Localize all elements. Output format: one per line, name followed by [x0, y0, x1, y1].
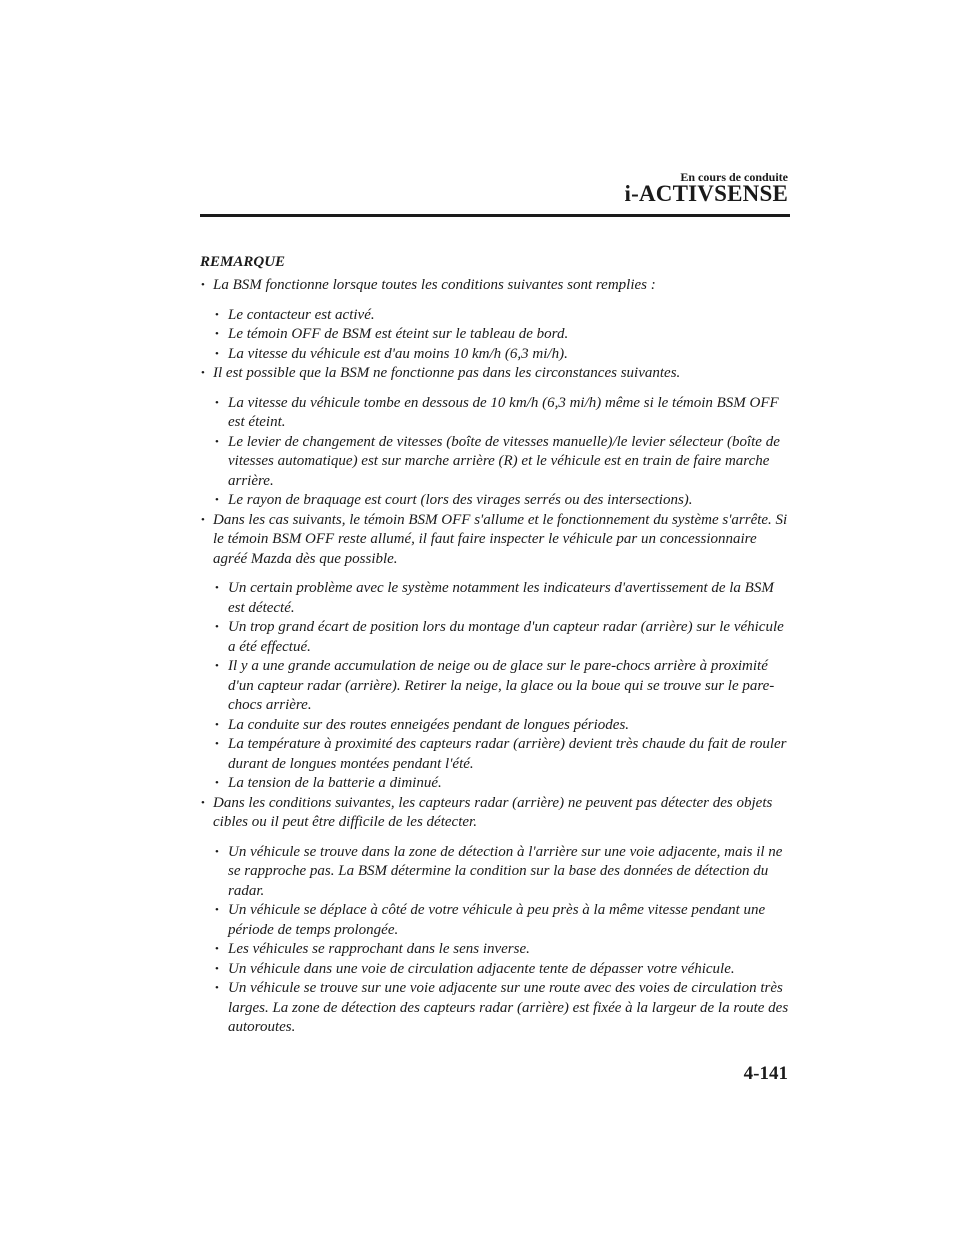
note-item-text: Dans les cas suivants, le témoin BSM OFF s'allume et le fonctionnement du système s'arrête. Si le témoin BSM OFF reste allumé, il faut faire inspecter le véhicule par un concessionnaire agréé Mazda dès que possible.: [213, 511, 788, 567]
bullet-icon: •: [215, 582, 219, 594]
note-item: [200, 794, 790, 833]
note-subitem: [200, 774, 790, 794]
note-item-text: Il est possible que la BSM ne fonctionne pas dans les circonstances suivantes.: [213, 365, 681, 381]
note-subitem: [200, 843, 790, 902]
note-subitem: [200, 979, 790, 1038]
note-subitem: [200, 618, 790, 657]
bullet-icon: •: [215, 396, 219, 409]
note-item-text: Les véhicules se rapprochant dans le sens inverse.: [228, 941, 530, 957]
note-subitem: [200, 716, 790, 736]
bullet-icon: •: [215, 904, 219, 916]
note-item-text: La vitesse du véhicule tombe en dessous de 10 km/h (6,3 mi/h) même si le témoin BSM OFF est éteint.: [228, 394, 779, 430]
bullet-icon: •: [215, 308, 219, 321]
note-item-text: La conduite sur des routes enneigées pendant de longues périodes.: [228, 716, 630, 733]
bullet-icon: •: [201, 367, 205, 379]
bullet-icon: •: [215, 494, 219, 506]
note-subitem: [200, 657, 790, 716]
note-item: [200, 364, 790, 384]
note-item-text: La température à proximité des capteurs radar (arrière) devient très chaude du fait de rouler durant de longues montées pendant l'été.: [228, 736, 787, 772]
note-item-text: Un véhicule se déplace à côté de votre véhicule à peu près à la même vitesse pendant une période de temps prolongée.: [228, 902, 766, 938]
header-divider: [200, 214, 790, 217]
bullet-icon: •: [215, 621, 219, 633]
bullet-icon: •: [215, 982, 219, 994]
note-item-text: La tension de la batterie a diminué.: [228, 775, 442, 791]
bullet-icon: •: [201, 513, 205, 526]
note-item-text: Le contacteur est activé.: [228, 306, 375, 323]
note-subitem: [200, 306, 790, 326]
note-subitem: [200, 960, 790, 980]
note-item-text: Le levier de changement de vitesses (boîte de vitesses manuelle)/le levier sélecteur (boîte de vitesses automatique) est sur marche arrière (R) et le véhicule est en train de faire marche arrière.: [228, 433, 780, 489]
note-label: REMARQUE: [200, 254, 286, 270]
note-item-text: La vitesse du véhicule est d'au moins 10 km/h (6,3 mi/h).: [228, 345, 568, 362]
bullet-icon: •: [201, 279, 205, 291]
note-item: [200, 276, 790, 296]
note-subitem: [200, 394, 790, 433]
note-item-text: Il y a une grande accumulation de neige ou de glace sur le pare-chocs arrière à proximité d'un capteur radar (arrière). Retirer la neige, la glace ou la boue qui se trouve sur le pare-chocs arrière.: [228, 658, 775, 713]
section-title: i-ACTIVSENSE: [624, 181, 788, 206]
note-subitem: [200, 491, 790, 511]
bullet-icon: •: [215, 660, 219, 672]
bullet-icon: •: [215, 943, 219, 955]
bullet-icon: •: [215, 845, 219, 858]
page-number: 4-141: [743, 1063, 788, 1084]
note-item-text: La BSM fonctionne lorsque toutes les conditions suivantes sont remplies :: [213, 277, 656, 293]
note-item-text: Dans les conditions suivantes, les capteurs radar (arrière) ne peuvent pas détecter des objets cibles ou il peut être difficile de les détecter.: [213, 794, 773, 830]
bullet-icon: •: [201, 796, 205, 809]
note-item-text: Un véhicule dans une voie de circulation adjacente tente de dépasser votre véhicule.: [228, 960, 735, 977]
note-list: [200, 276, 790, 1038]
note-item-text: Le témoin OFF de BSM est éteint sur le tableau de bord.: [228, 326, 569, 342]
bullet-icon: •: [215, 328, 219, 340]
note-subitem: [200, 345, 790, 365]
note-subitem: [200, 579, 790, 618]
note-item-text: Un trop grand écart de position lors du montage d'un capteur radar (arrière) sur le véhicule a été effectué.: [228, 619, 784, 655]
note-item-text: Un véhicule se trouve dans la zone de détection à l'arrière sur une voie adjacente, mais il ne se rapproche pas. La BSM détermine la condition sur la base des données de détection du radar.: [228, 843, 783, 899]
chapter-name: En cours de conduite: [680, 170, 788, 184]
bullet-icon: •: [215, 718, 219, 731]
note-item-text: Le rayon de braquage est court (lors des virages serrés ou des intersections).: [228, 492, 693, 508]
note-subitem: [200, 901, 790, 940]
bullet-icon: •: [215, 738, 219, 750]
note-item: [200, 511, 790, 570]
bullet-icon: •: [215, 777, 219, 789]
note-subitem: [200, 433, 790, 492]
bullet-icon: •: [215, 962, 219, 975]
note-item-text: Un véhicule se trouve sur une voie adjacente sur une route avec des voies de circulation très larges. La zone de détection des capteurs radar (arrière) est fixée à la largeur de la route des autoroutes.: [228, 980, 789, 1035]
note-subitem: [200, 940, 790, 960]
bullet-icon: •: [215, 347, 219, 360]
bullet-icon: •: [215, 435, 219, 448]
note-item-text: Un certain problème avec le système notamment les indicateurs d'avertissement de la BSM est détecté.: [228, 580, 774, 616]
note-subitem: [200, 325, 790, 345]
note-subitem: [200, 735, 790, 774]
